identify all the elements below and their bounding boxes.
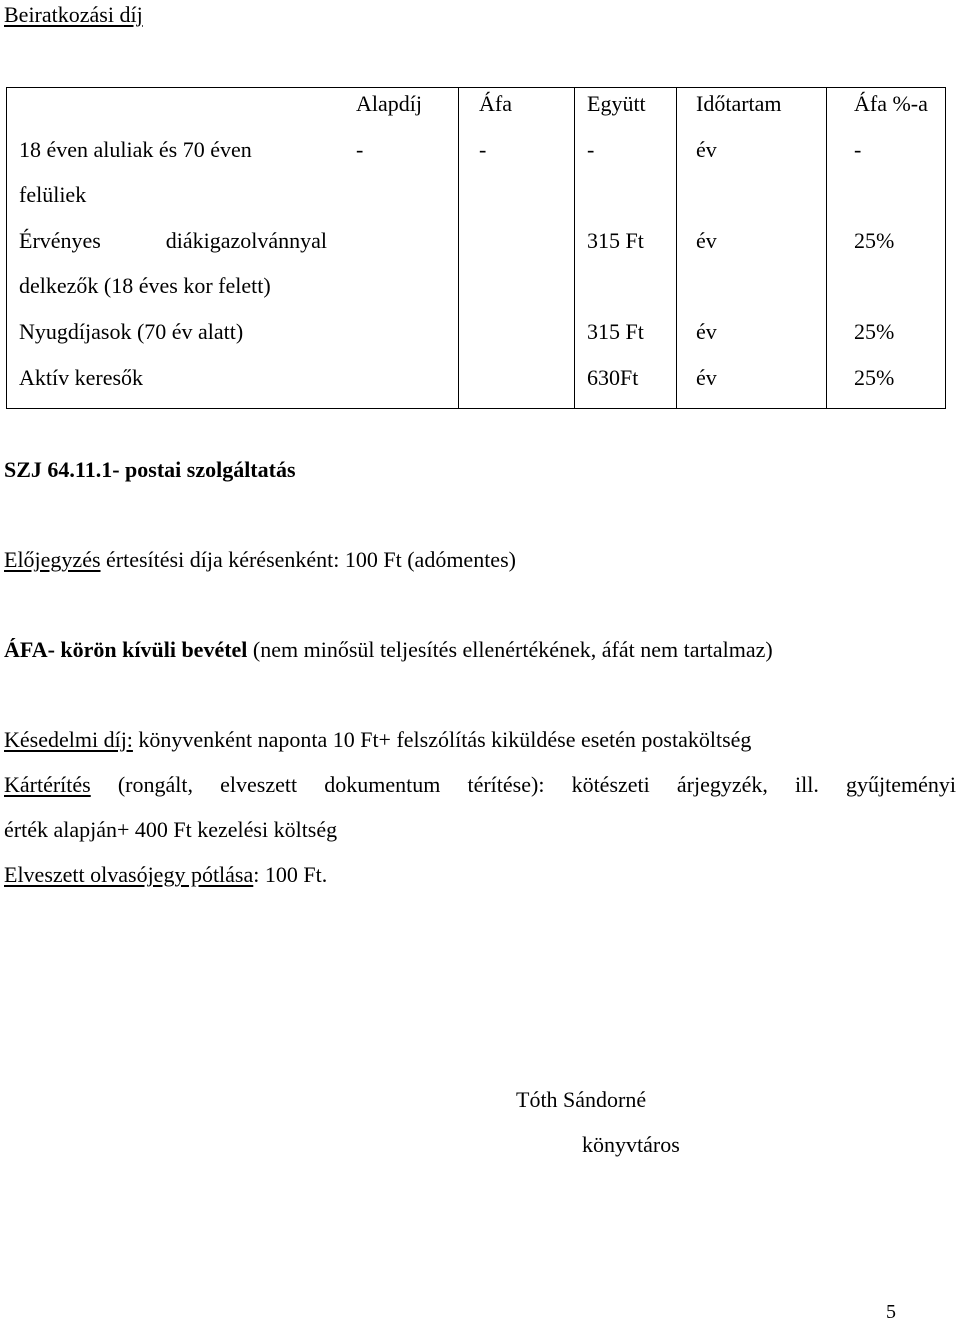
cell-egyutt: - [587,137,595,162]
cell-afa-pct: 25% [854,228,895,253]
afa-note [4,637,773,663]
page-title: Beiratkozási díj [4,2,143,27]
damages-term: Kártérítés [4,772,91,797]
header-afa: Áfa [479,91,512,116]
prenotice-line [4,547,516,573]
column-divider [676,88,677,408]
afa-note-text: (nem minősül teljesítés ellenértékének, áfát nem tartalmaz) [247,637,773,662]
damages-word: ill. [795,772,819,797]
late-fee-term: Késedelmi díj: [4,727,133,752]
cell-idotartam: év [696,228,717,253]
section-heading: SZJ 64.11.1- postai szolgáltatás [4,457,296,482]
header-egyutt: Együtt [587,91,646,116]
cell-afa-pct: 25% [854,365,895,390]
row-label: felüliek [19,182,87,207]
fee-table [6,87,946,409]
damages-word: elveszett [220,772,298,797]
cell-idotartam: év [696,365,717,390]
damages-word: kötészeti [571,772,650,797]
cell-afa-pct: - [854,137,862,162]
signature-role: könyvtáros [582,1132,680,1157]
damages-word: dokumentum [324,772,441,797]
cell-idotartam: év [696,319,717,344]
lost-card-line [4,862,327,888]
cell-egyutt: 315 Ft [587,228,644,253]
row-label: Nyugdíjasok (70 év alatt) [19,319,244,344]
signature-name: Tóth Sándorné [516,1087,647,1112]
header-idotartam: Időtartam [696,91,782,116]
cell-egyutt: 315 Ft [587,319,644,344]
header-alapdij: Alapdíj [356,91,422,116]
cell-egyutt: 630Ft [587,365,639,390]
damages-word: térítése): [467,772,545,797]
row-label: 18 éven aluliak és 70 éven [19,137,252,162]
row-label [19,228,327,254]
late-fee-line [4,727,751,753]
row-label-word: Érvényes [19,228,101,253]
damages-word: gyűjteményi [845,772,956,797]
lost-card-text: : 100 Ft. [253,862,328,887]
damages-line-2: érték alapján+ 400 Ft kezelési költség [4,817,338,842]
cell-afa-pct: 25% [854,319,895,344]
damages-word: (rongált, [117,772,194,797]
prenotice-text: értesítési díja kérésenként: 100 Ft (adómentes) [100,547,516,572]
row-label: delkezők (18 éves kor felett) [19,273,271,298]
column-divider [574,88,575,408]
column-divider [458,88,459,408]
prenotice-term: Előjegyzés [4,547,101,572]
lost-card-term: Elveszett olvasójegy pótlása [4,862,254,887]
late-fee-text: könyvenként naponta 10 Ft+ felszólítás kiküldése esetén postaköltség [132,727,752,752]
column-divider [826,88,827,408]
damages-line [4,772,956,798]
row-label: Aktív keresők [19,365,144,390]
cell-idotartam: év [696,137,717,162]
page-number: 5 [886,1301,896,1323]
damages-word: árjegyzék, [676,772,768,797]
afa-note-bold: ÁFA- körön kívüli bevétel [4,637,248,662]
row-label-word: diákigazolvánnyal [165,228,327,253]
header-afa-pct: Áfa %-a [854,91,928,116]
cell-alapdij: - [356,137,364,162]
cell-afa: - [479,137,487,162]
